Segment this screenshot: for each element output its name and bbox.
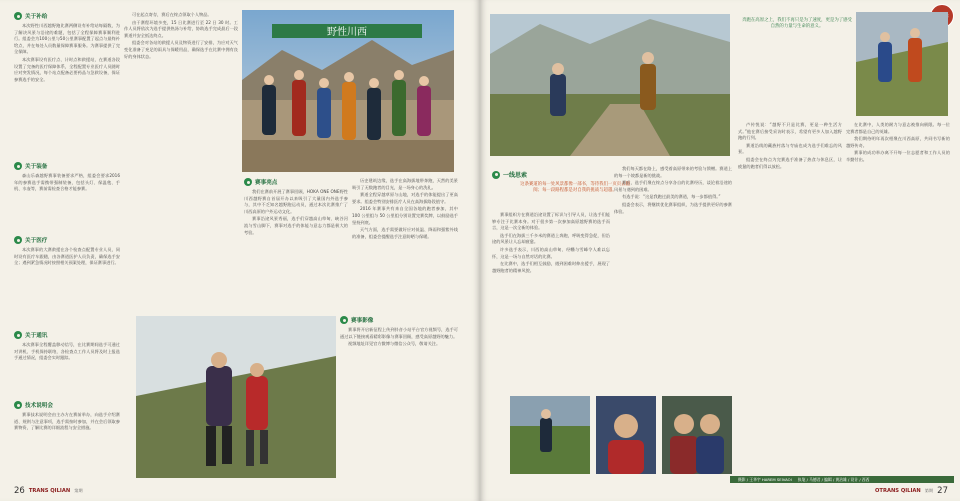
section-comms-heading: 关于通讯 (14, 331, 47, 339)
right-col2-text (614, 166, 732, 390)
paragraph: 本次赛事的大赛救援在各个检查点配置专业人员，同时设有医疗车跟随，由各赛道医护人员负责，确保选手安全；遇到紧急情况时按照相关预案处理，保证赛事进行。 (14, 247, 120, 266)
paragraph: 组委会在终点为完赛选手准备了热食与休息区，让疲惫的跑者们得以放松。 (738, 156, 842, 169)
col1-comms-text (14, 342, 120, 396)
col2-top-text (124, 12, 238, 170)
section-bullet-icon (14, 12, 22, 20)
right-footer: OTRANS QILIAN 第期 27 (875, 486, 948, 496)
runners-slope-photo (136, 316, 336, 478)
paragraph: 卢传悦说：“越野不只是比赛，更是一种生活方式。”他在赛后接受采访时表示，希望有更多人加入越野跑的行列。 (738, 122, 842, 141)
paragraph: 赛事的成功举办离不开每一位志愿者和工作人员的辛勤付出。 (846, 150, 950, 162)
right-col3-text (738, 122, 842, 462)
paragraph: 赛事技术说明会由主办方在赛前举办，向选手介绍赛道、规则与注意事项，选手需按时参加，并在会后领取参赛物资，了解比赛的详细流程与安全措施。 (14, 412, 120, 431)
pull-quote-right: 奔跑在高原之上，我们不再只是为了速度，更是为了感受自然的力量与生命的意义。 (742, 18, 852, 30)
col3-text (352, 178, 458, 313)
paragraph: 本次野性川西越野跑比赛两侧设有补给站每隔数，为了解决风景与沿途的难题，包括了全程保障赛事顺利进行。组委会为100公里与50公里赛事配置了起点与最终补给点，并在每处人员数量保障赛事服务。为赛事提供了完全保障。 (14, 23, 120, 55)
section-bullet-icon (14, 401, 22, 409)
race-start-photo (242, 10, 454, 172)
paragraph: 选手们在海拔三千多米的赛道上奔跑，呼吸变得急促，但沿途的风景让人忘却疲惫。 (492, 232, 610, 245)
paragraph: 赛道全程穿越草原与山地，对选手的体能提出了更高要求。组委会特别安排医疗人员在高海拔路段值守。 (352, 192, 458, 204)
col2-highlights-text (244, 189, 348, 313)
right-col1-text (492, 212, 610, 392)
col1-tech-text (14, 412, 120, 478)
two-runners-photo (856, 12, 948, 116)
pull-quote-top: 这条赛道的每一处风景都像一部书，等待我们一页页去翻阅；每一段路程都是对自我的挑战与超越。 (520, 182, 630, 194)
paragraph: 组委会对各站的救援人员及物资进行了安排，为应对天气变化准备了充足的雨具与保暖用品，确保选手在比赛中拥有良好的身体状态。 (124, 40, 238, 59)
col3-video-text (340, 327, 458, 477)
banner-text: 野性川西 (327, 27, 367, 38)
paragraph: 赛后，选手们聚在终点分享各自的比赛经历，谈论着沿途的风景与遇到的困难。 (614, 180, 732, 192)
paragraph: 在比赛中，选手们相互鼓励，遇到困难时伸出援手，展现了越野跑者的精神风貌。 (492, 261, 610, 273)
paragraph: 视频地址详见官方微博与微信公众号，敬请关注。 (348, 341, 441, 347)
col1-gear-text (14, 173, 120, 233)
two-people-photo (662, 396, 732, 474)
portrait-photo (596, 396, 656, 474)
paragraph: 我们期待明年再次相聚在川西高原，共同书写新的越野传奇。 (846, 136, 950, 148)
col1-supplies-text (14, 23, 120, 158)
paragraph: 组委会表示，将继续优化赛事组织，为选手提供更好的参赛体验。 (614, 201, 732, 214)
section-thoughts-heading: 一线思索 (492, 170, 527, 179)
section-bullet-icon (492, 171, 500, 179)
trail-runner-photo (510, 396, 590, 474)
paragraph: 可在起点寄存，赛后在终点领取个人物品。 (132, 12, 212, 17)
section-bullet-icon (14, 236, 22, 244)
section-supplies-heading: 关于补给 (14, 12, 47, 20)
mountain-trail-photo (490, 14, 730, 156)
paragraph: 2016 年赛事共有来自全国各地的跑者参加，其中 100 公里组与 50 公里组分别设置完赛奖牌，以鼓励选手坚持到底。 (352, 206, 458, 225)
paragraph: 森山乐森越野赛事装备要求严格，组委会要求2016年的参赛选手需携带强制装备，包括头灯、保温毯、手机、水壶等，赛前需检查合格才能参赛。 (14, 173, 120, 192)
section-medical-heading: 关于医疗 (14, 236, 47, 244)
paragraph: 本次赛事全程覆盖移动信号，在比赛期间选手可通过对讲机、手机保持联络，各检查点工作人员将及时上报选手通过情况，组委会实时跟踪。 (14, 342, 120, 361)
section-tech-heading: 技术说明会 (14, 401, 53, 409)
left-footer: 26 TRANS QILIAN 第期 (14, 486, 83, 496)
paragraph: 赛道沿线的藏族村落与寺庙也成为选手们难忘的风景。 (738, 142, 842, 155)
paragraph: 本次赛事设有医疗点、计时点和救援站，在赛道各段设置了完备的医疗保障体系，全程配置专业医疗人员随时应对突发情况，每个站点配备必要药品与急救设备，保证参赛选手的安全。 (14, 56, 120, 82)
paragraph: 由于赛程环境多变，15 日比赛进行至 22 日 30 时。工作人员将依次为选手提供热汤与补给，协助选手完成最后一段赛道并安全抵达终点。 (124, 19, 238, 38)
paragraph: 在比赛中，人类的耐力与意志被推向极限。每一位完赛者都是自己的英雄。 (846, 122, 950, 134)
right-page (480, 0, 960, 501)
section-video-heading: 赛事影像 (340, 316, 373, 324)
section-bullet-icon (14, 331, 22, 339)
paragraph: 我们在赛前开展了赛事回顾，HOKA ONE ONE野性川西越野赛自首届开办以来吸引了大量国内外选手参与，其中不乏知名越野跑运动员，通过本次比赛推广了川西高原的户外运动文化。 (244, 189, 348, 214)
section-bullet-icon (244, 178, 252, 186)
section-gear-heading: 关于装备 (14, 162, 47, 170)
photo-credits-bar: 摄影 / 王华宇 HAREM SEIVAOI 执笔 / 马德君 / 编辑 / 黄治雄 / 设计 / 西西 (730, 476, 954, 483)
section-highlights-heading: 赛事亮点 (244, 178, 277, 186)
paragraph: 我们每天都在路上，感受着高原带来的考验与馈赠。赛道上的每一个坡都是新的挑战。 (614, 166, 732, 178)
paragraph: 赛事组织方在赛道沿途设置了标识与引导人员，让选手们能够专注于比赛本身。对于很多第一次参加高原越野赛的选手而言，这是一次全新的体验。 (492, 212, 610, 231)
paragraph: 赛事沿途风景秀丽，选手们穿越高山草甸、峡谷河流与雪山脚下，赛事对选手的体能与意志力都是极大的考验。 (244, 216, 348, 235)
col1-medical-text (14, 247, 120, 323)
paragraph: 历史建筑边缘，选手在高海拔地带奔跑，天然的美景吸引了无数跑者的目光，是一场身心的洗礼。 (352, 178, 458, 190)
paragraph: 许多选手表示，川西的高山草甸、经幡与雪峰令人难以忘怀，这是一场与自然对话的比赛。 (492, 246, 610, 259)
right-col4-text (846, 122, 950, 462)
paragraph: 天气方面，选手需要做好应对低温、降雨和强紫外线的准备，组委会提醒选手注意防晒与保暖。 (352, 227, 458, 239)
section-bullet-icon (14, 162, 22, 170)
paragraph: 赛事将开启新征程上传到抖音小站平台官方视频号，选手可通过以下链接观看精彩影像与赛事回顾，感受高原越野的魅力。 (340, 327, 458, 339)
paragraph: 有选手说：“这是我跑过最美的赛道，每一步都值得。” (622, 194, 721, 200)
section-bullet-icon (340, 316, 348, 324)
